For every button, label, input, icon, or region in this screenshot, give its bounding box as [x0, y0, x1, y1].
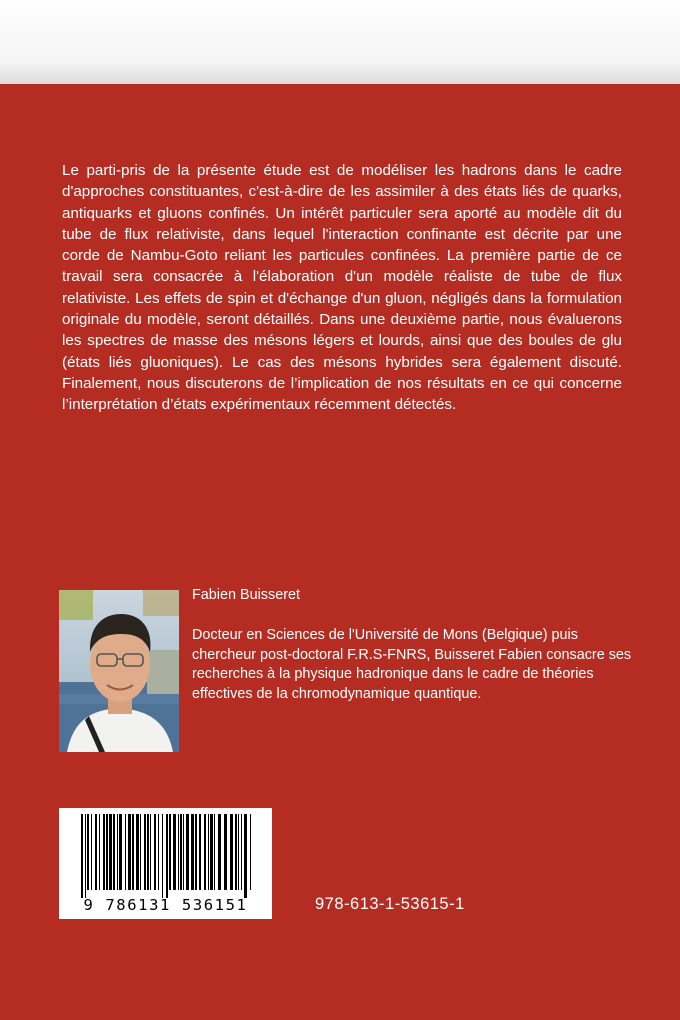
- barcode-bar: [119, 814, 122, 890]
- barcode-bar: [244, 814, 247, 898]
- barcode-bar: [140, 814, 141, 890]
- top-white-band: [0, 0, 680, 84]
- barcode-bar: [103, 814, 105, 890]
- barcode-bar: [199, 814, 201, 890]
- barcode-bar: [106, 814, 108, 890]
- barcode-bar: [218, 814, 221, 890]
- barcode-bar: [224, 814, 227, 890]
- book-blurb: Le parti-pris de la présente étude est de modéliser les hadrons dans le cadre d'approches constituantes, c'est-à-dire de les assimiler à des états liés de quarks, antiquarks et gluons confinés. Un intérêt particuler sera aporté au modèle dit du tube de flux relativiste, dans lequel l'interaction confinante est décrite par une corde de Nambu-Goto reliant les particules confinées. La première partie de ce travail sera consacrée à l'élaboration d'un modèle réaliste de tube de flux relativiste. Les effets de spin et d'échange d'un gluon, négligés dans la formulation originale du modèle, seront détaillés. Dans une deuxième partie, nous évaluerons les spectres de masse des mésons légers et lourds, ainsi que des boules de glu (états liés gluoniques). Le cas des mésons hybrides sera également discuté. Finalement, nous discuterons de l’implication de nos résultats en ce qui concerne l’interprétation d’états expérimentaux récemment détectés.: [62, 162, 622, 414]
- barcode-bar: [204, 814, 206, 890]
- barcode-bar: [132, 814, 134, 890]
- barcode-bar: [173, 814, 176, 890]
- barcode-bar: [85, 814, 86, 898]
- author-bio: Docteur en Sciences de l'Université de Mons (Belgique) puis chercheur post-doctoral F.R.S-FNRS, Buisseret Fabien consacre ses recherches à la physique hadronique dans le cadre de théories effectives de la chromodynamique quantique.: [192, 627, 632, 702]
- barcode: [59, 808, 272, 919]
- barcode-bar: [238, 814, 239, 890]
- barcode-bar: [128, 814, 131, 890]
- barcode-bar: [144, 814, 146, 890]
- barcode-bar: [125, 814, 126, 890]
- barcode-digits: 9 786131 536151: [83, 896, 248, 914]
- barcode-bars: [59, 808, 272, 898]
- barcode-bar: [169, 814, 171, 890]
- barcode-bar: [191, 814, 194, 890]
- barcode-bar: [95, 814, 97, 890]
- barcode-bar: [117, 814, 118, 890]
- barcode-bar: [154, 814, 156, 890]
- barcode-bar: [183, 814, 184, 890]
- barcode-bar: [87, 814, 89, 890]
- barcode-bar: [109, 814, 112, 890]
- barcode-bar: [235, 814, 237, 890]
- barcode-bar: [147, 814, 149, 890]
- barcode-bar: [158, 814, 159, 890]
- barcode-bar: [250, 814, 251, 890]
- barcode-bar: [178, 814, 179, 890]
- author-name: Fabien Buisseret: [192, 587, 300, 603]
- author-photo: [59, 590, 179, 752]
- barcode-bar: [186, 814, 189, 890]
- barcode-bar: [162, 814, 163, 898]
- barcode-bar: [195, 814, 197, 890]
- barcode-bar: [208, 814, 209, 890]
- barcode-bar: [241, 814, 242, 890]
- barcode-bar: [230, 814, 233, 890]
- barcode-bar: [81, 814, 83, 898]
- barcode-bar: [214, 814, 215, 890]
- barcode-bar: [136, 814, 139, 890]
- barcode-bar: [91, 814, 92, 890]
- barcode-bar: [150, 814, 151, 890]
- barcode-bar: [210, 814, 213, 890]
- barcode-bar: [180, 814, 182, 890]
- barcode-bar: [113, 814, 115, 890]
- barcode-bar: [99, 814, 100, 890]
- isbn-number: 978-613-1-53615-1: [315, 895, 465, 913]
- barcode-bar: [166, 814, 168, 898]
